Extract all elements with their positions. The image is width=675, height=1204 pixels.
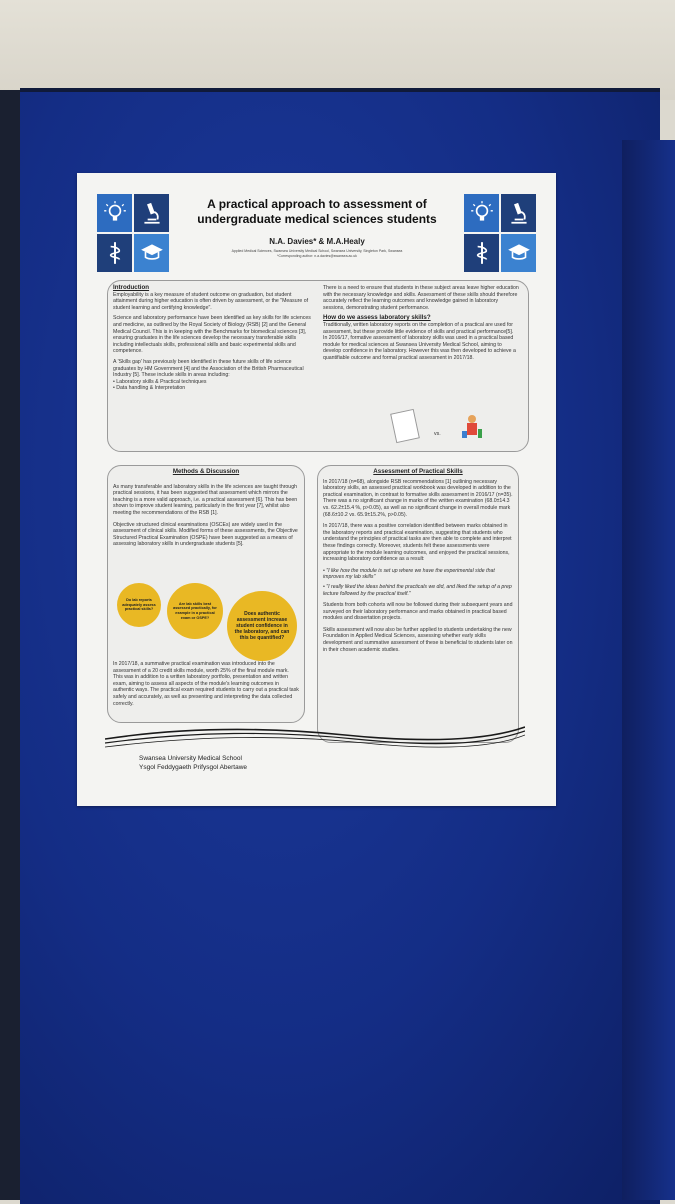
introduction-p3: A 'Skills gap' has previously been identified in these future skills of life science graduates by HM Government [4] and the Association of the British Pharmaceutical Industry [5]. These include skills in areas including: [113, 358, 304, 379]
introduction-p2: Science and laboratory performance have been identified as key skills for life sciences and medicine, as outlined by the Royal Society of Biology (RSB) [2] and the General Medical Council. This is in keeping with the Benchmarks for biomedical sciences [3], ensuring graduates in the life sciences develop the necessary transferable skills including intellectuals skills, professional skills and basic experimental skills and competence. [113, 315, 311, 355]
assessment-p4: Skills assessment will now also be further applied to students undertaking the new Foundation in Applied Medical Sciences, assessing whether early skills development and summative assessment of these is beneficial to students later on in their chosen academic studies. [323, 626, 513, 653]
institution-name-english: Swansea University Medical School [139, 755, 242, 762]
wall [0, 0, 675, 100]
methods-p3: In 2017/18, a summative practical examination was introduced into the assessment of a 20 credit skills module, worth 25% of the final module mark. This was in addition to a written laboratory portfolio, presentation and written exam, aiming to assess all aspects of the module's learning outcomes in authentic ways. The practical exam required students to carry out a practical task safely and accurately, as well as presenting and interpreting the data collected correctly. [113, 661, 299, 707]
poster [77, 173, 556, 806]
question-gear-2 [167, 583, 223, 639]
poster-affiliation [187, 249, 447, 259]
assessment-p1: In 2017/18 (n=68), alongside RSB recommendations [1] outlining necessary laboratory skills, an assessed practical workbook was developed in addition to the practical examination, in contrast to formative skills assessment in 2016/17 (n=35). There was a no significant change in marks of the written examination (68.0±14.3 vs. 62.2±15.4 %, p>0.05), as well as no significant change in overall module mark (68.6±10.2 vs. 65.9±15.2%, p>0.05). [323, 478, 513, 518]
student-quote-2: • "I really liked the ideas behind the practicals we did, and liked the setup of a prep lecture followed by the practical itself." [323, 583, 512, 597]
institution-name-welsh: Ysgol Feddygaeth Prifysgol Abertawe [139, 763, 248, 771]
bullet-text: Laboratory skills & Practical techniques [116, 378, 207, 385]
quote-text: "I like how the module is set up where we have the experimental side that improves my lab skills" [323, 567, 495, 581]
poster-authors: N.A. Davies* & M.A.Healy [269, 237, 365, 246]
introduction-bullet: • Data handling & Interpretation [113, 385, 186, 392]
methods-column [113, 469, 299, 548]
introduction-p4: There is a need to ensure that students in these subject areas leave higher education with the necessary knowledge and skills. Assessment of these skills should therefore accurately reflect the learning outcomes and knowledge gained in laboratory sessions, demonstrating student performance. [323, 285, 519, 311]
gear-2-text: Are lab skills best assessed practically, for example in a practical exam or OSPE? [173, 601, 217, 620]
methods-heading: Methods & Discussion [172, 468, 240, 475]
how-assess-heading: How do we assess laboratory skills? [323, 314, 431, 322]
institution-footer [139, 755, 247, 772]
scientist-clipart [459, 413, 485, 439]
logo-left [97, 194, 169, 272]
methods-p1: As many transferable and laboratory skills in the life sciences are taught through practical sessions, it has been suggested that assessment which mirrors the teaching is a more valid approach, i.e. a practical assessment [6]. This has been shown to improve student learning, particularly in the first year [7], whilst also meeting the recommendations of the RSB [1]. [113, 483, 298, 516]
quote-text: "I really liked the ideas behind the practicals we did, and liked the setup of a prep lecture followed by the practical itself." [323, 583, 512, 597]
lightbulb-icon [97, 194, 132, 232]
question-gear-1 [117, 583, 161, 627]
methods-p2: Objective structured clinical examinations (OSCEs) are widely used in the assessment of clinical skills. Modified forms of these assessments, the Objective Structured Practical Examination (OSPE) have been suggested as a means of assessing laboratory skills in undergraduate students [5]. [113, 521, 298, 548]
student-quote-1: • "I like how the module is set up where we have the experimental side that improves my lab skills" [323, 567, 495, 581]
bullet-text: Data handling & Interpretation [116, 385, 186, 392]
lightbulb-icon [464, 194, 499, 232]
introduction-p1: Employability is a key measure of student outcome on graduation, but student attainment during higher education is often driven by assessment, or the "Measure of student learning and certifying knowledge". [113, 291, 309, 311]
assessment-p3: Students from both cohorts will now be followed during their subsequent years and surveyed on their laboratory performance and marks obtained in practical based modules and dissertation projects. [323, 602, 513, 622]
correspondence-line: *Corresponding author: n.a.davies@swansea.ac.uk [277, 254, 357, 258]
poster-title: A practical approach to assessment of undergraduate medical sciences students [197, 197, 437, 226]
graduation-cap-icon [134, 234, 169, 272]
caduceus-icon [464, 234, 499, 272]
caduceus-icon [97, 234, 132, 272]
introduction-bullet: • Laboratory skills & Practical techniques [113, 378, 207, 385]
assessment-heading: Assessment of Practical Skills [373, 468, 463, 475]
gear-1-text: Do lab reports adequately assess practical skills? [122, 598, 156, 612]
graduation-cap-icon [501, 234, 536, 272]
affiliation-line: Applied Medical Sciences, Swansea University Medical School, Swansea University, Singleton Park, Swansea [231, 249, 403, 253]
decorative-wave [105, 721, 525, 749]
microscope-icon [134, 194, 169, 232]
assessment-column [323, 469, 513, 653]
board-frame-left [0, 90, 22, 1200]
methods-p3-block [113, 661, 299, 707]
assessment-p2: In 2017/18, there was a positive correlation identified between marks obtained in the laboratory reports and practical examination, suggesting that students who understand the principles of practical tasks are then able to complete and interpret these findings correctly. Moreover, students felt these assessments were appropriate to the module learning outcomes, and enjoyed the practical sessions, increasing laboratory confidence as a result: [323, 523, 512, 563]
introduction-heading: Introduction [113, 284, 150, 291]
vs-label: vs. [434, 431, 441, 437]
microscope-icon [501, 194, 536, 232]
question-gear-3 [227, 591, 297, 661]
logo-right [464, 194, 536, 272]
how-assess-text: Traditionally, written laboratory reports on the completion of a practical are used for assessment, but these provide little evidence of skills and practical performance[5]. In 2016/17, formative assessment of laboratory skills was used in a practical based module for medical sciences at Swansea University Medical School, aiming to develop confidence in the laboratory. However this was then developed to achieve a quantifiable outcome and formal practical assessment in 2017/18. [323, 321, 516, 361]
introduction-right-column [323, 285, 519, 362]
gear-3-text: Does authentic assessment increase student confidence in the laboratory, and can this be quantified? [234, 611, 290, 641]
introduction-left-column [113, 285, 313, 392]
display-board-right-panel [622, 140, 675, 1200]
